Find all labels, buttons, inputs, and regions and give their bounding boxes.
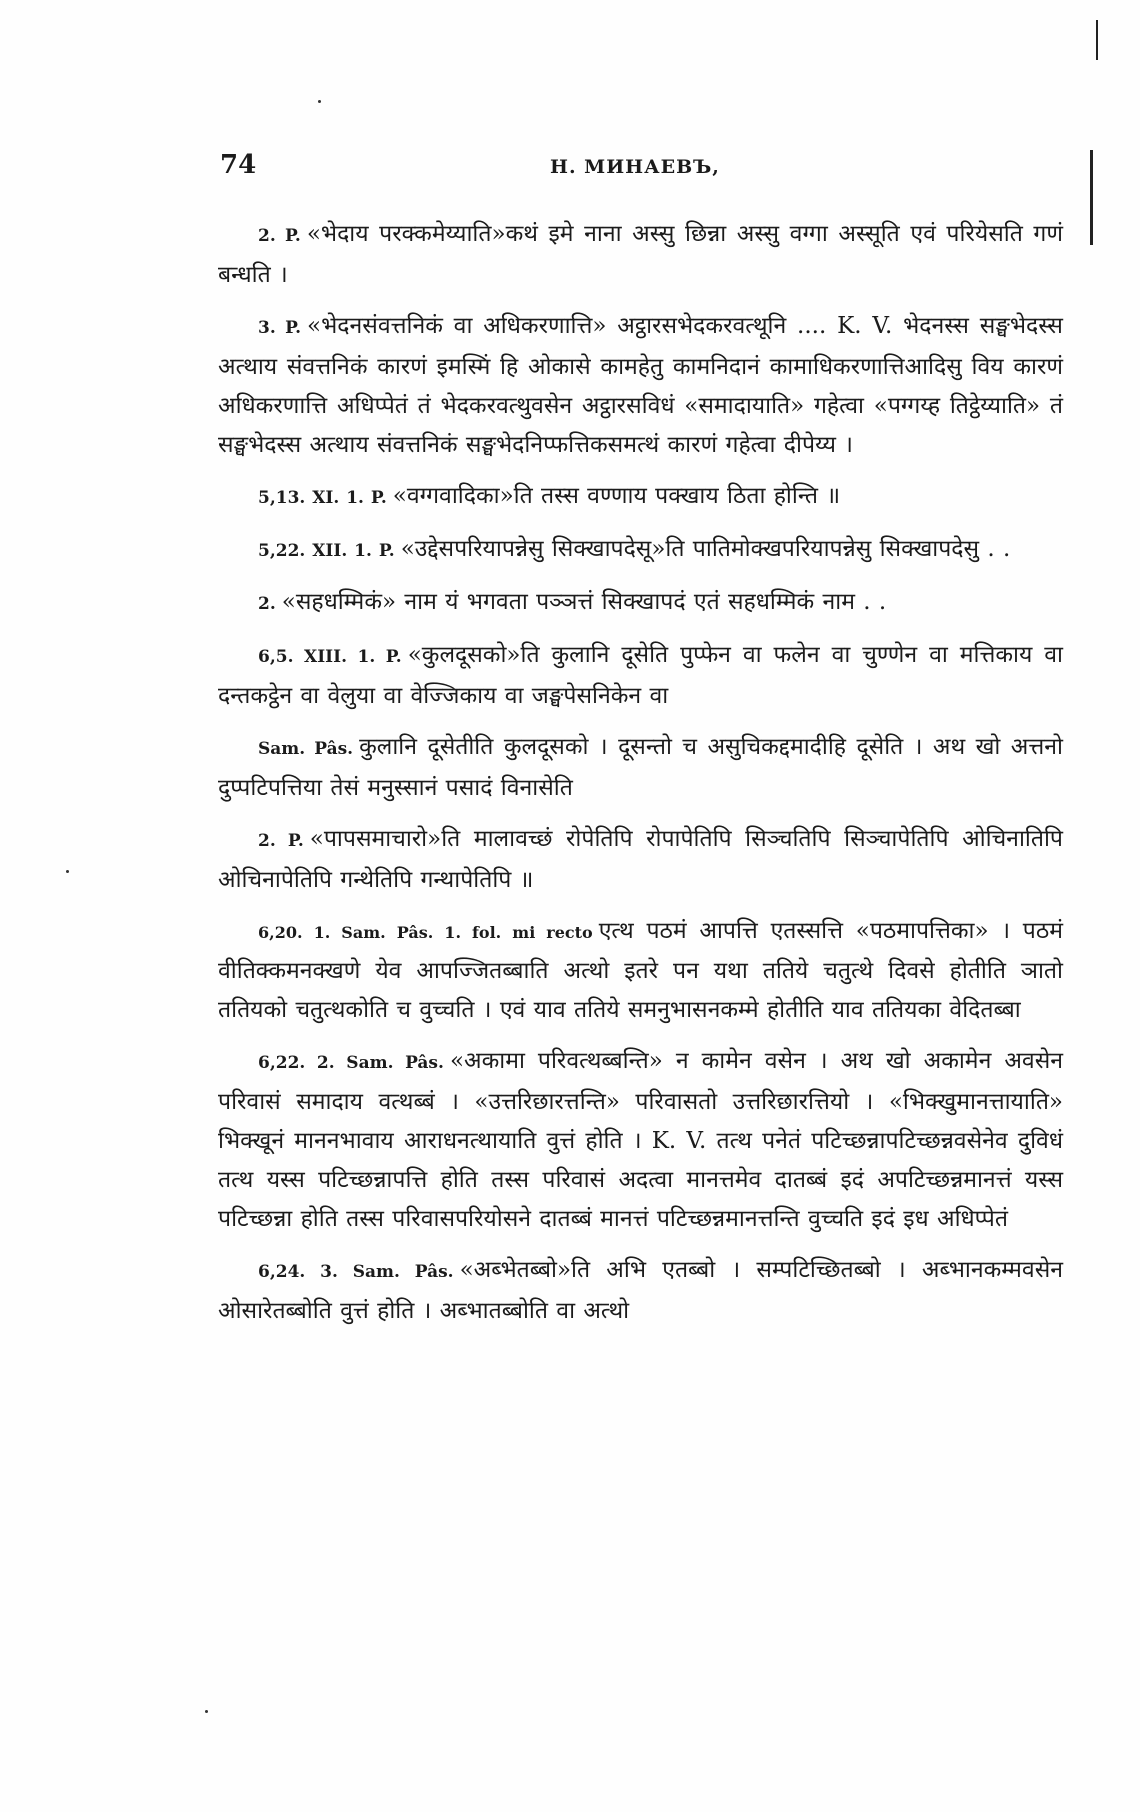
commentary-paragraph (218, 530, 1063, 571)
commentary-paragraph (218, 307, 1063, 465)
paragraph-text: «अब्भेतब्बो»ति अभि एतब्बो । सम्पटिच्छितब्बो । अब्भानकम्मवसेन ओसारेतब्बोति वुत्तं होति । अब्भातब्बोति वा अत्थो (218, 1257, 1064, 1324)
paragraph-reference: 2. P. (258, 226, 301, 246)
commentary-paragraph (218, 820, 1063, 900)
commentary-paragraph (218, 728, 1063, 808)
running-head: Н. МИНАЕВЪ, (550, 156, 720, 178)
paragraph-text: «वग्गवादिका»ति तस्स वण्णाय पक्खाय ठिता होन्ति ॥ (392, 483, 841, 509)
page-header (220, 150, 940, 190)
scan-speck (318, 100, 321, 103)
paragraph-reference: 5,22. XII. 1. P. (258, 541, 395, 561)
scan-edge-mark (1090, 150, 1093, 245)
paragraph-text: «भेदनसंवत्तनिकं वा अधिकरणात्ति» अट्ठारसभेदकरवत्थूनि .... K. V. भेदनस्स सङ्घभेदस्स अत्थाय संवत्तनिकं कारणं इमस्मिं हि ओकासे कामहेतु कामनिदानं कामाधिकरणात्तिआदिसु विय कारणं अधिकरणात्ति अधिप्पेतं तं भेदकरवत्थुवसेन अट्ठारसविधं «समादायाति» गहेत्वा «पग्गय्ह तिट्ठेय्याति» तं सङ्घभेदस्स अत्थाय संवत्तनिकं सङ्घभेदनिप्फत्तिकसमत्थं कारणं गहेत्वा दीपेय्य । (218, 313, 1063, 458)
paragraph-text: कुलानि दूसेतीति कुलदूसको । दूसन्तो च असुचिकद्दमादीहि दूसेति । अथ खो अत्तनो दुप्पटिपत्तिया तेसं मनुस्सानं पसादं विनासेति (218, 734, 1063, 801)
commentary-paragraph (218, 215, 1063, 295)
commentary-paragraph (218, 912, 1063, 1030)
paragraph-reference: 6,5. XIII. 1. P. (258, 647, 402, 667)
commentary-paragraph (218, 583, 1063, 624)
paragraph-text: «कुलदूसको»ति कुलानि दूसेति पुप्फेन वा फलेन वा चुण्णेन वा मत्तिकाय वा दन्तकट्ठेन वा वेलुया वा वेज्जिकाय वा जङ्घपेसनिकेन वा (218, 642, 1063, 709)
paragraph-reference: 6,24. 3. Sam. Pâs. (258, 1262, 454, 1282)
paragraph-text: एत्थ पठमं आपत्ति एतस्सत्ति «पठमापत्तिका» । पठमं वीतिक्कमनक्खणे येव आपज्जितब्बाति अत्थो इतरे पन यथा ततिये चतुत्थे दिवसे होतीति ञातो ततियको चतुत्थकोति च वुच्चति । एवं याव ततिये समनुभासनकम्मे होतीति याव ततियका वेदितब्बा (218, 918, 1063, 1023)
scan-edge-mark (1096, 20, 1098, 60)
paragraph-text: «उद्देसपरियापन्नेसु सिक्खापदेसू»ति पातिमोक्खपरियापन्नेसु सिक्खापदेसु . . (400, 536, 1011, 562)
scan-speck (205, 1710, 208, 1713)
commentary-paragraph (218, 1251, 1063, 1331)
paragraph-reference: 3. P. (258, 318, 302, 338)
paragraph-text: «अकामा परिवत्थब्बन्ति» न कामेन वसेन । अथ खो अकामेन अवसेन परिवासं समादाय वत्थब्बं । «उत्तरिछारत्तन्ति» परिवासतो उत्तरिछारत्तियो । «भिक्खुमानत्तायाति» भिक्खूनं माननभावाय आराधनत्थायाति वुत्तं होति । K. V. तत्थ पनेतं पटिच्छन्नापटिच्छन्नवसेनेव दुविधं तत्थ यस्स पटिच्छन्नापत्ति होति तस्स परिवासं अदत्वा मानत्तमेव दातब्बं इदं अपटिच्छन्नमानत्तं यस्स पटिच्छन्ना होति तस्स परिवासपरियोसने दातब्बं मानत्तं पटिच्छन्नमानत्तन्ति वुच्चति इदं इध अधिप्पेतं (218, 1048, 1064, 1232)
commentary-paragraph (218, 477, 1063, 518)
paragraph-reference: 2. (258, 594, 276, 614)
paragraph-reference: Sam. Pâs. (258, 739, 354, 759)
commentary-paragraph (218, 1042, 1063, 1239)
paragraph-text: «सहधम्मिकं» नाम यं भगवता पञ्ञत्तं सिक्खापदं एतं सहधम्मिकं नाम . . (281, 589, 887, 615)
paragraph-text: «पापसमाचारो»ति मालावच्छं रोपेतिपि रोपापेतिपि सिञ्चतिपि सिञ्चापेतिपि ओचिनातिपि ओचिनापेतिपि गन्थेतिपि गन्थापेतिपि ॥ (218, 826, 1063, 893)
paragraph-reference: 2. P. (258, 831, 304, 851)
paragraph-text: «भेदाय परक्कमेय्याति»कथं इमे नाना अस्सु छिन्ना अस्सु वग्गा अस्सूति एवं परियेसति गणं बन्धति । (218, 221, 1063, 288)
scan-speck (66, 870, 69, 873)
paragraph-reference: 6,22. 2. Sam. Pâs. (258, 1053, 444, 1073)
paragraph-reference: 5,13. XI. 1. P. (258, 488, 387, 508)
page-body (218, 215, 1063, 1343)
page-number: 74 (220, 150, 257, 180)
commentary-paragraph (218, 636, 1063, 716)
paragraph-reference: 6,20. 1. Sam. Pâs. 1. fol. mi recto (258, 923, 593, 942)
